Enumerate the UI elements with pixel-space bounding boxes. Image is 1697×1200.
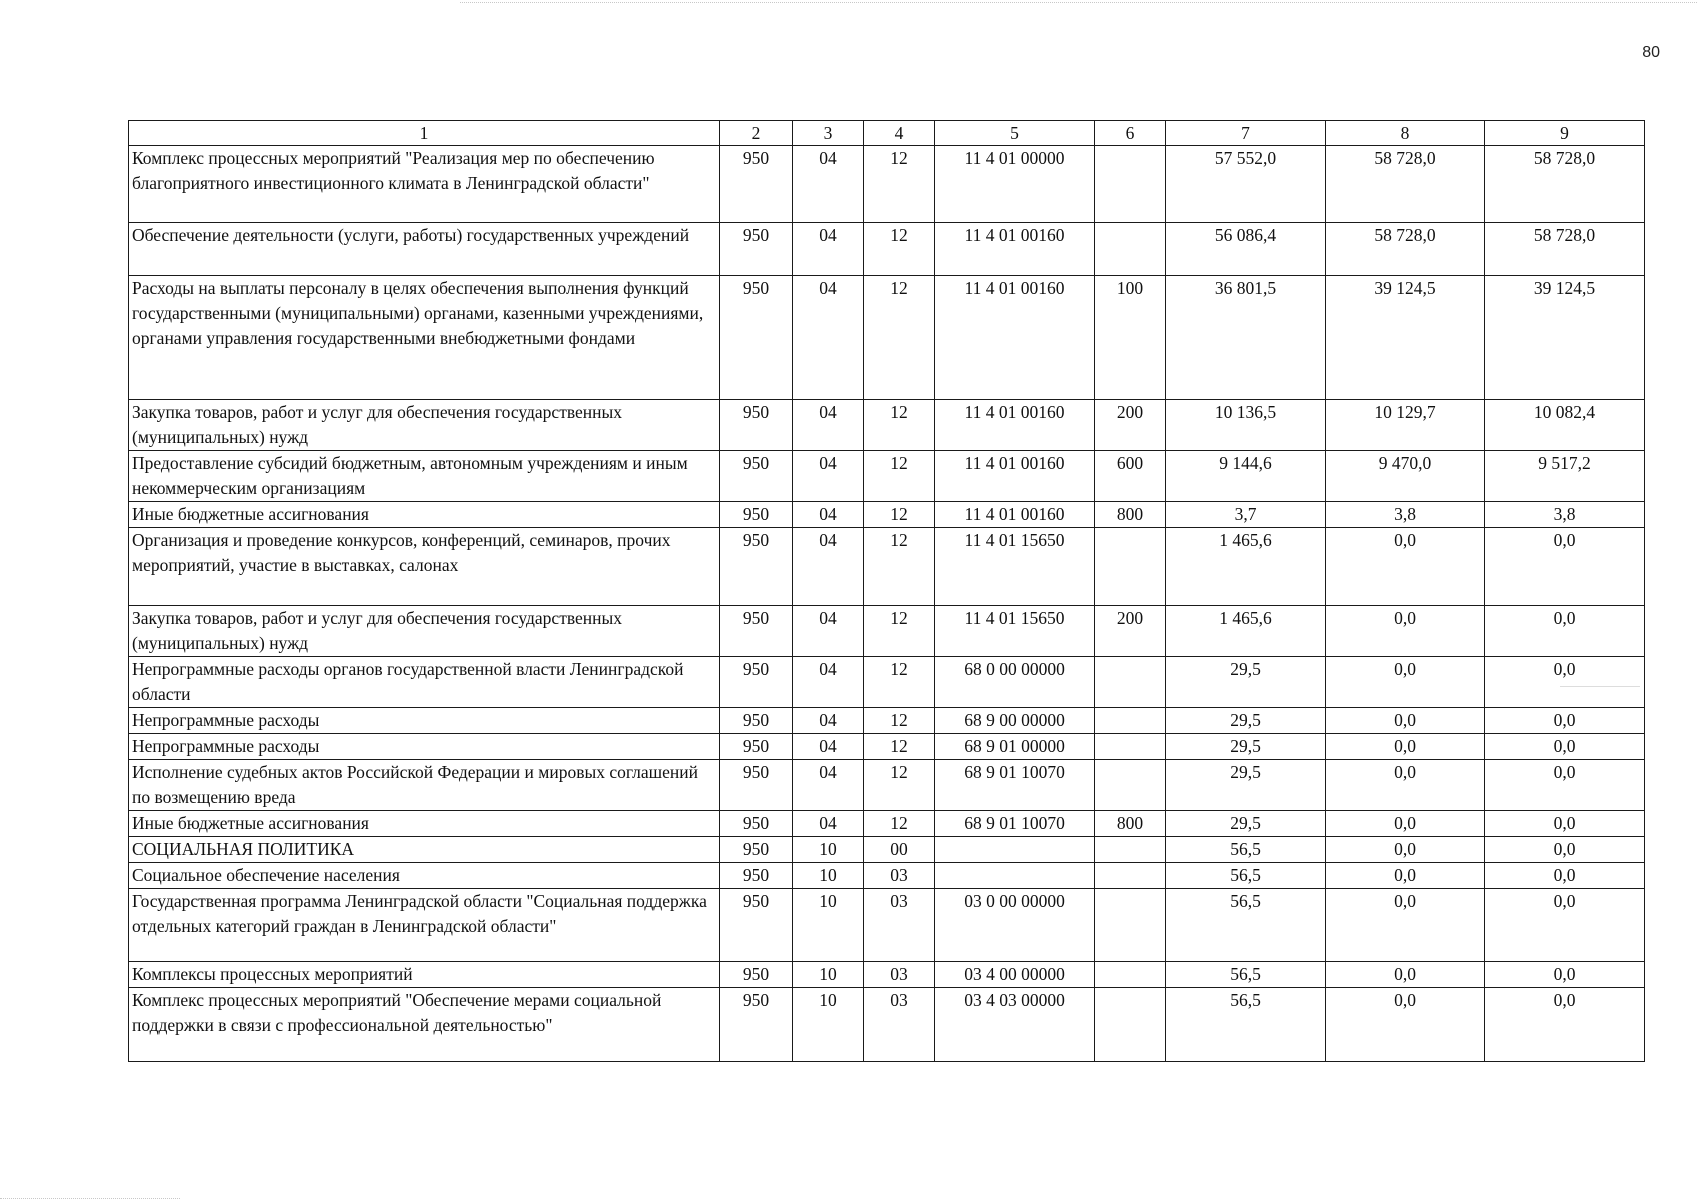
code-admin-cell: 950 (720, 708, 793, 734)
amount-col9-cell: 39 124,5 (1485, 276, 1645, 400)
expense-type-cell: 100 (1095, 276, 1166, 400)
expense-type-cell (1095, 146, 1166, 223)
code-admin-cell: 950 (720, 528, 793, 606)
subsection-cell: 12 (864, 502, 935, 528)
target-article-cell: 11 4 01 00160 (935, 276, 1095, 400)
amount-col7-cell: 29,5 (1166, 657, 1326, 708)
amount-col7-cell: 56,5 (1166, 863, 1326, 889)
expense-type-cell (1095, 988, 1166, 1062)
row-name-cell: Расходы на выплаты персоналу в целях обеспечения выполнения функций государственными (муниципальными) органами, казенными учреждениями, органами управления государственными внебюджетными фондами (129, 276, 720, 400)
amount-col7-cell: 56,5 (1166, 988, 1326, 1062)
amount-col8-cell: 0,0 (1326, 962, 1485, 988)
amount-col8-cell: 0,0 (1326, 528, 1485, 606)
code-admin-cell: 950 (720, 451, 793, 502)
subsection-cell: 12 (864, 708, 935, 734)
row-name-cell: СОЦИАЛЬНАЯ ПОЛИТИКА (129, 837, 720, 863)
table-row (129, 223, 1645, 276)
expense-type-cell: 800 (1095, 811, 1166, 837)
amount-col7-cell: 56,5 (1166, 837, 1326, 863)
amount-col9-cell: 0,0 (1485, 606, 1645, 657)
row-name-cell: Непрограммные расходы (129, 734, 720, 760)
expense-type-cell (1095, 708, 1166, 734)
row-name-cell: Государственная программа Ленинградской области "Социальная поддержка отдельных категорий граждан в Ленинградской области" (129, 889, 720, 962)
target-article-cell: 11 4 01 00000 (935, 146, 1095, 223)
section-cell: 10 (793, 837, 864, 863)
row-name-cell: Организация и проведение конкурсов, конференций, семинаров, прочих мероприятий, участие в выставках, салонах (129, 528, 720, 606)
row-name-cell: Иные бюджетные ассигнования (129, 502, 720, 528)
expense-type-cell (1095, 962, 1166, 988)
column-header: 2 (720, 121, 793, 146)
amount-col8-cell: 0,0 (1326, 708, 1485, 734)
amount-col8-cell: 3,8 (1326, 502, 1485, 528)
section-cell: 10 (793, 863, 864, 889)
amount-col8-cell: 0,0 (1326, 734, 1485, 760)
amount-col7-cell: 29,5 (1166, 734, 1326, 760)
row-name-cell: Социальное обеспечение населения (129, 863, 720, 889)
subsection-cell: 12 (864, 400, 935, 451)
section-cell: 04 (793, 734, 864, 760)
row-name-cell: Комплекс процессных мероприятий "Реализация мер по обеспечению благоприятного инвестиционного климата в Ленинградской области" (129, 146, 720, 223)
subsection-cell: 03 (864, 962, 935, 988)
target-article-cell: 68 9 01 00000 (935, 734, 1095, 760)
amount-col9-cell: 10 082,4 (1485, 400, 1645, 451)
amount-col9-cell: 0,0 (1485, 988, 1645, 1062)
section-cell: 04 (793, 223, 864, 276)
code-admin-cell: 950 (720, 988, 793, 1062)
row-name-cell: Исполнение судебных актов Российской Федерации и мировых соглашений по возмещению вреда (129, 760, 720, 811)
row-name-cell: Закупка товаров, работ и услуг для обеспечения государственных (муниципальных) нужд (129, 400, 720, 451)
target-article-cell (935, 863, 1095, 889)
subsection-cell: 12 (864, 606, 935, 657)
amount-col8-cell: 0,0 (1326, 837, 1485, 863)
amount-col9-cell: 3,8 (1485, 502, 1645, 528)
amount-col8-cell: 0,0 (1326, 606, 1485, 657)
target-article-cell: 68 9 00 00000 (935, 708, 1095, 734)
amount-col7-cell: 36 801,5 (1166, 276, 1326, 400)
target-article-cell: 03 4 03 00000 (935, 988, 1095, 1062)
section-cell: 04 (793, 146, 864, 223)
section-cell: 10 (793, 988, 864, 1062)
expense-type-cell (1095, 889, 1166, 962)
column-header: 9 (1485, 121, 1645, 146)
column-header: 8 (1326, 121, 1485, 146)
subsection-cell: 00 (864, 837, 935, 863)
subsection-cell: 12 (864, 657, 935, 708)
table-body (129, 146, 1645, 1062)
table-row (129, 606, 1645, 657)
expense-type-cell (1095, 760, 1166, 811)
row-name-cell: Комплексы процессных мероприятий (129, 962, 720, 988)
section-cell: 04 (793, 657, 864, 708)
target-article-cell: 68 9 01 10070 (935, 811, 1095, 837)
target-article-cell: 11 4 01 15650 (935, 606, 1095, 657)
row-name-cell: Непрограммные расходы органов государственной власти Ленинградской области (129, 657, 720, 708)
table-row (129, 988, 1645, 1062)
amount-col9-cell: 0,0 (1485, 657, 1645, 708)
amount-col7-cell: 1 465,6 (1166, 606, 1326, 657)
amount-col7-cell: 10 136,5 (1166, 400, 1326, 451)
section-cell: 04 (793, 811, 864, 837)
target-article-cell: 11 4 01 00160 (935, 502, 1095, 528)
expense-type-cell (1095, 528, 1166, 606)
target-article-cell: 11 4 01 00160 (935, 451, 1095, 502)
subsection-cell: 12 (864, 146, 935, 223)
code-admin-cell: 950 (720, 606, 793, 657)
code-admin-cell: 950 (720, 502, 793, 528)
target-article-cell: 68 9 01 10070 (935, 760, 1095, 811)
amount-col7-cell: 57 552,0 (1166, 146, 1326, 223)
code-admin-cell: 950 (720, 962, 793, 988)
table-row (129, 400, 1645, 451)
amount-col9-cell: 0,0 (1485, 760, 1645, 811)
table-row (129, 451, 1645, 502)
budget-table (128, 120, 1645, 1062)
table-row (129, 502, 1645, 528)
target-article-cell: 11 4 01 15650 (935, 528, 1095, 606)
amount-col9-cell: 0,0 (1485, 837, 1645, 863)
subsection-cell: 12 (864, 276, 935, 400)
code-admin-cell: 950 (720, 276, 793, 400)
header-row (129, 121, 1645, 146)
row-name-cell: Иные бюджетные ассигнования (129, 811, 720, 837)
code-admin-cell: 950 (720, 146, 793, 223)
row-name-cell: Обеспечение деятельности (услуги, работы) государственных учреждений (129, 223, 720, 276)
column-header: 5 (935, 121, 1095, 146)
subsection-cell: 03 (864, 863, 935, 889)
table-row (129, 962, 1645, 988)
subsection-cell: 12 (864, 528, 935, 606)
target-article-cell: 68 0 00 00000 (935, 657, 1095, 708)
section-cell: 04 (793, 276, 864, 400)
amount-col9-cell: 58 728,0 (1485, 223, 1645, 276)
table-row (129, 889, 1645, 962)
amount-col7-cell: 3,7 (1166, 502, 1326, 528)
amount-col8-cell: 0,0 (1326, 988, 1485, 1062)
section-cell: 04 (793, 760, 864, 811)
amount-col8-cell: 0,0 (1326, 760, 1485, 811)
row-name-cell: Закупка товаров, работ и услуг для обеспечения государственных (муниципальных) нужд (129, 606, 720, 657)
amount-col7-cell: 56 086,4 (1166, 223, 1326, 276)
code-admin-cell: 950 (720, 889, 793, 962)
code-admin-cell: 950 (720, 400, 793, 451)
column-header: 6 (1095, 121, 1166, 146)
table-row (129, 734, 1645, 760)
expense-type-cell (1095, 863, 1166, 889)
amount-col9-cell: 0,0 (1485, 734, 1645, 760)
expense-type-cell (1095, 837, 1166, 863)
amount-col8-cell: 58 728,0 (1326, 223, 1485, 276)
subsection-cell: 03 (864, 988, 935, 1062)
row-name-cell: Комплекс процессных мероприятий "Обеспечение мерами социальной поддержки в связи с профессиональной деятельностью" (129, 988, 720, 1062)
code-admin-cell: 950 (720, 760, 793, 811)
amount-col7-cell: 29,5 (1166, 760, 1326, 811)
section-cell: 04 (793, 451, 864, 502)
table-row (129, 528, 1645, 606)
column-header: 7 (1166, 121, 1326, 146)
subsection-cell: 03 (864, 889, 935, 962)
code-admin-cell: 950 (720, 863, 793, 889)
amount-col9-cell: 0,0 (1485, 962, 1645, 988)
amount-col8-cell: 9 470,0 (1326, 451, 1485, 502)
code-admin-cell: 950 (720, 837, 793, 863)
amount-col7-cell: 1 465,6 (1166, 528, 1326, 606)
amount-col7-cell: 29,5 (1166, 811, 1326, 837)
section-cell: 04 (793, 528, 864, 606)
expense-type-cell: 200 (1095, 400, 1166, 451)
subsection-cell: 12 (864, 734, 935, 760)
expense-type-cell (1095, 657, 1166, 708)
subsection-cell: 12 (864, 811, 935, 837)
page-number: 80 (1642, 44, 1660, 61)
subsection-cell: 12 (864, 451, 935, 502)
table-row (129, 657, 1645, 708)
amount-col9-cell: 0,0 (1485, 708, 1645, 734)
table-row (129, 276, 1645, 400)
amount-col9-cell: 0,0 (1485, 528, 1645, 606)
target-article-cell: 03 0 00 00000 (935, 889, 1095, 962)
column-header: 3 (793, 121, 864, 146)
amount-col8-cell: 58 728,0 (1326, 146, 1485, 223)
table-row (129, 811, 1645, 837)
subsection-cell: 12 (864, 760, 935, 811)
scan-artifact-top (460, 2, 1697, 3)
code-admin-cell: 950 (720, 657, 793, 708)
target-article-cell: 11 4 01 00160 (935, 223, 1095, 276)
amount-col7-cell: 9 144,6 (1166, 451, 1326, 502)
scan-artifact-bottom (0, 1198, 180, 1199)
amount-col9-cell: 58 728,0 (1485, 146, 1645, 223)
amount-col7-cell: 56,5 (1166, 962, 1326, 988)
code-admin-cell: 950 (720, 223, 793, 276)
amount-col8-cell: 10 129,7 (1326, 400, 1485, 451)
target-article-cell (935, 837, 1095, 863)
amount-col8-cell: 39 124,5 (1326, 276, 1485, 400)
target-article-cell: 03 4 00 00000 (935, 962, 1095, 988)
table-row (129, 146, 1645, 223)
row-name-cell: Предоставление субсидий бюджетным, автономным учреждениям и иным некоммерческим организациям (129, 451, 720, 502)
amount-col7-cell: 29,5 (1166, 708, 1326, 734)
amount-col7-cell: 56,5 (1166, 889, 1326, 962)
expense-type-cell: 200 (1095, 606, 1166, 657)
amount-col8-cell: 0,0 (1326, 863, 1485, 889)
column-header: 1 (129, 121, 720, 146)
amount-col8-cell: 0,0 (1326, 657, 1485, 708)
table-row (129, 708, 1645, 734)
amount-col8-cell: 0,0 (1326, 811, 1485, 837)
section-cell: 10 (793, 889, 864, 962)
column-header: 4 (864, 121, 935, 146)
expense-type-cell: 800 (1095, 502, 1166, 528)
amount-col9-cell: 0,0 (1485, 811, 1645, 837)
section-cell: 04 (793, 400, 864, 451)
amount-col9-cell: 9 517,2 (1485, 451, 1645, 502)
table-row (129, 837, 1645, 863)
code-admin-cell: 950 (720, 811, 793, 837)
amount-col9-cell: 0,0 (1485, 889, 1645, 962)
expense-type-cell (1095, 734, 1166, 760)
code-admin-cell: 950 (720, 734, 793, 760)
row-name-cell: Непрограммные расходы (129, 708, 720, 734)
expense-type-cell: 600 (1095, 451, 1166, 502)
table-row (129, 863, 1645, 889)
amount-col9-cell: 0,0 (1485, 863, 1645, 889)
subsection-cell: 12 (864, 223, 935, 276)
expense-type-cell (1095, 223, 1166, 276)
section-cell: 10 (793, 962, 864, 988)
table-row (129, 760, 1645, 811)
section-cell: 04 (793, 502, 864, 528)
target-article-cell: 11 4 01 00160 (935, 400, 1095, 451)
amount-col8-cell: 0,0 (1326, 889, 1485, 962)
section-cell: 04 (793, 708, 864, 734)
section-cell: 04 (793, 606, 864, 657)
